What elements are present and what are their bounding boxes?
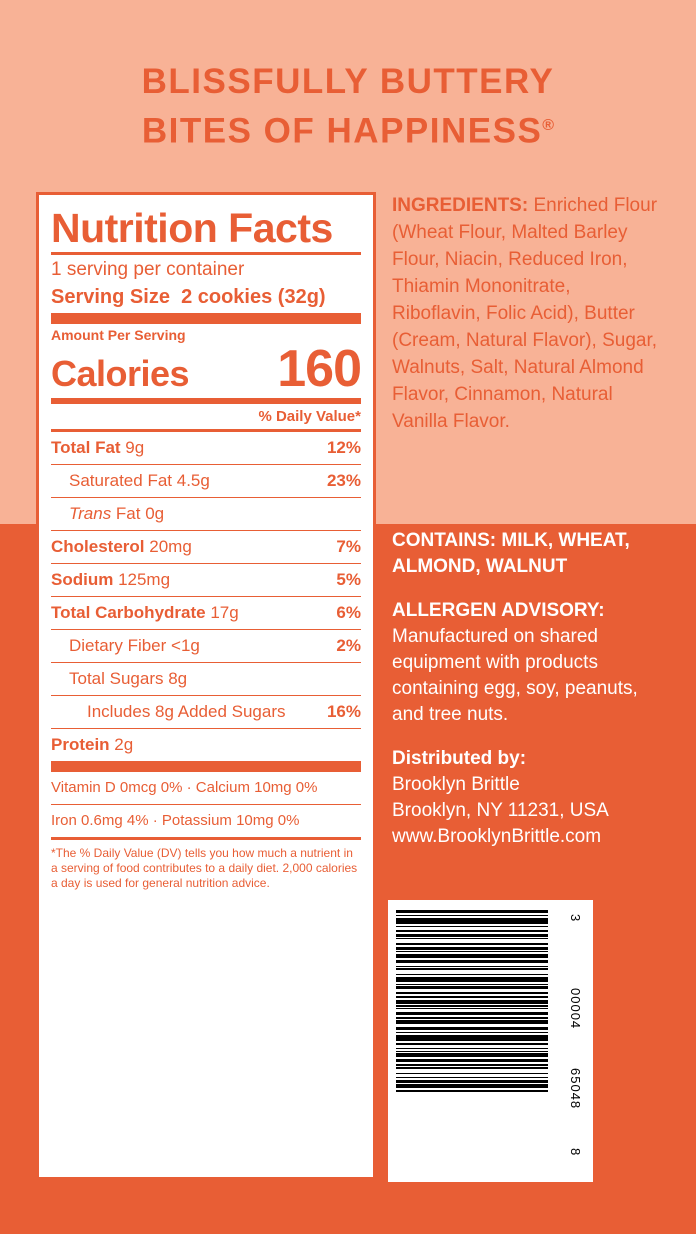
daily-value-footnote: *The % Daily Value (DV) tells you how much a nutrient in a serving of food contributes to a daily diet. 2,000 calories a day is used for general nutrition advice.: [51, 846, 358, 890]
nutrient-daily-value: 7%: [336, 537, 361, 556]
distributor-address: Brooklyn, NY 11231, USA: [392, 800, 609, 821]
nutrient-name: Total Sugars 8g: [69, 669, 188, 688]
nutrient-name: Cholesterol 20mg: [51, 537, 192, 556]
barcode: [388, 900, 593, 1182]
nutrient-amount: <1g: [166, 636, 200, 655]
nutrient-name: Dietary Fiber <1g: [69, 636, 200, 655]
nutrient-daily-value: 2%: [336, 636, 361, 655]
nutrient-amount: 8g: [163, 669, 188, 688]
nutrient-amount: 20mg: [144, 537, 192, 556]
headline-line-1: BLISSFULLY BUTTERY: [141, 62, 555, 101]
barcode-inner: [396, 910, 585, 1172]
nutrition-facts-title: Nutrition Facts: [51, 205, 333, 251]
allergen-advisory-body: Manufactured on shared equipment with products containing egg, soy, peanuts, and tree nuts.: [392, 626, 638, 725]
background-footer: [0, 1196, 696, 1234]
ingredients-text: [392, 192, 662, 435]
nutrient-amount: Fat 0g: [111, 504, 165, 523]
nutrient-daily-value: 12%: [326, 438, 361, 457]
serving-size-value: 2 cookies (32g): [181, 286, 326, 308]
barcode-bars: [396, 910, 548, 1168]
barcode-digit-low: 65048: [568, 1068, 583, 1110]
nutrient-row: [51, 729, 361, 761]
divider-thick: [51, 313, 361, 324]
servings-per-container: 1 serving per container: [51, 259, 245, 280]
nutrient-amount: 17g: [205, 603, 239, 622]
nutrient-amount: 9g: [120, 438, 145, 457]
barcode-digit-bottom: 8: [568, 1148, 583, 1157]
nutrient-row: [51, 630, 361, 662]
nutrient-rows: [51, 432, 361, 761]
ingredients-label: INGREDIENTS:: [392, 195, 529, 216]
nutrient-daily-value: 6%: [336, 603, 361, 622]
ingredients-block: [392, 192, 662, 435]
divider-thick: [51, 761, 361, 772]
nutrient-name: Total Carbohydrate 17g: [51, 603, 239, 622]
registered-mark: ®: [542, 117, 555, 134]
nutrient-row: [51, 531, 361, 563]
distributor-name: Brooklyn Brittle: [392, 774, 520, 795]
contains-statement: CONTAINS: MILK, WHEAT, ALMOND, WALNUT: [392, 530, 630, 577]
nutrient-name: Trans Fat 0g: [69, 504, 165, 523]
amount-per-serving-label: Amount Per Serving: [51, 327, 186, 343]
barcode-digit-mid: 00004: [568, 988, 583, 1030]
serving-size-row: [51, 284, 361, 313]
daily-value-header: % Daily Value*: [258, 408, 361, 425]
calories-label: Calories: [51, 353, 190, 394]
ingredients-body: Enriched Flour (Wheat Flour, Malted Barley Flour, Niacin, Reduced Iron, Thiamin Mononitrate, Riboflavin, Folic Acid), Butter (Cream, Natural Flavor), Sugar, Walnuts, Salt, Natural Almond Flavor, Cinnamon, Natural Vanilla Flavor.: [392, 195, 658, 432]
nutrient-row: [51, 564, 361, 596]
nutrient-row: [51, 696, 361, 728]
nutrient-row: [51, 597, 361, 629]
nutrient-row: [51, 498, 361, 530]
nutrient-amount: 2g: [109, 735, 134, 754]
calories-row: [51, 340, 361, 398]
nutrient-amount: 4.5g: [172, 471, 210, 490]
distributor-website[interactable]: www.BrooklynBrittle.com: [392, 826, 602, 847]
nutrient-name: Sodium 125mg: [51, 570, 171, 589]
vitamins-row-2: Iron 0.6mg 4% · Potassium 10mg 0%: [51, 812, 300, 829]
headline-line-2-wrap: [0, 104, 696, 154]
serving-size-label: Serving Size: [51, 286, 170, 308]
headline-line-2: BITES OF HAPPINESS: [141, 111, 543, 151]
package-headline: [0, 60, 696, 154]
nutrient-row: [51, 465, 361, 497]
nutrient-amount: 125mg: [113, 570, 171, 589]
nutrient-name: Total Fat 9g: [51, 438, 145, 457]
nutrition-facts-panel: [36, 192, 376, 1180]
barcode-digits: [557, 910, 587, 1168]
nutrient-row: [51, 663, 361, 695]
allergen-and-distributor-block: [392, 528, 662, 850]
allergen-advisory-heading: ALLERGEN ADVISORY:: [392, 600, 605, 621]
nutrient-name: Protein 2g: [51, 735, 134, 754]
calories-value: 160: [277, 340, 361, 398]
nutrient-daily-value: 16%: [326, 702, 361, 721]
vitamins-row-1: Vitamin D 0mcg 0% · Calcium 10mg 0%: [51, 779, 318, 796]
distributed-by-heading: Distributed by:: [392, 748, 527, 769]
nutrient-name: Includes 8g Added Sugars: [87, 702, 286, 721]
barcode-digit-top: 3: [568, 914, 583, 923]
nutrient-name: Saturated Fat 4.5g: [69, 471, 210, 490]
nutrient-daily-value: 5%: [336, 570, 361, 589]
barcode-bar: [396, 1092, 548, 1094]
nutrient-daily-value: 23%: [326, 471, 361, 490]
nutrient-row: [51, 432, 361, 464]
